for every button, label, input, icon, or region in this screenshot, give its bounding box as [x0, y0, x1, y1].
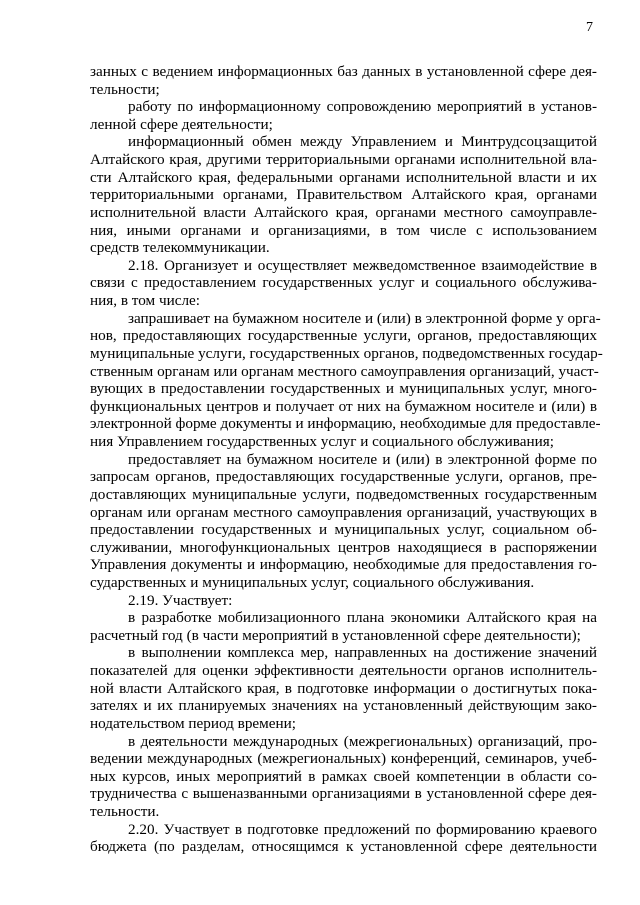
text-line: нодательством период времени; [90, 714, 297, 732]
text-line: ведении международных (межрегиональных) конференций, семинаров, учеб- [90, 750, 597, 768]
text-line: ния Управлением государственных услуг и социального обслуживания; [90, 433, 554, 451]
text-line: 2.18. Организует и осуществляет межведомственное взаимодействие в [128, 256, 597, 274]
text-line: тельности; [90, 80, 160, 98]
text-line: электронной форме документы и информацию, необходимые для предоставле- [90, 415, 601, 433]
text-line: информационный обмен между Управлением и Минтрудсоцзащитой [128, 133, 597, 151]
text-line: Алтайского края, другими территориальными органами исполнительной вла- [90, 151, 597, 169]
text-line: в деятельности международных (межрегиональных) организаций, про- [128, 732, 597, 750]
text-line: вующих в предоставлении государственных и муниципальных услуг, много- [90, 380, 597, 398]
text-line: 2.20. Участвует в подготовке предложений по формированию краевого [128, 820, 597, 838]
text-line: доставляющих муниципальные услуги, подведомственных государственным [90, 485, 597, 503]
text-line: ных курсов, иных мероприятий в рамках своей компетенции в области со- [90, 767, 597, 785]
text-line: показателей для оценки эффективности деятельности органов исполнитель- [90, 662, 597, 680]
text-line: ленной сфере деятельности; [90, 115, 273, 133]
text-line: Управления документы и информацию, необходимые для предоставления го- [90, 556, 597, 574]
text-line: в разработке мобилизационного плана экономики Алтайского края на [128, 609, 597, 627]
text-line: территориальными органами, Правительством Алтайского края, органами [90, 186, 597, 204]
text-line: функциональных центров и получает от них на бумажном носителе и (или) в [90, 397, 597, 415]
text-line: предоставлении государственных и муниципальных услуг, социальном об- [90, 521, 597, 539]
text-line: муниципальные услуги, государственных органов, подведомственных государ- [90, 344, 603, 362]
page-number: 7 [586, 20, 593, 35]
text-line: занных с ведением информационных баз данных в установленной сфере дея- [90, 63, 597, 80]
text-line: предоставляет на бумажном носителе и (или) в электронной форме по [128, 450, 597, 468]
text-line: ния, в том числе: [90, 292, 200, 310]
text-line: зателях и их планируемых значениях на установленный действующим зако- [90, 697, 597, 715]
text-line: ственным органам или органам местного самоуправления организаций, участ- [90, 362, 599, 380]
text-line: сти Алтайского края, федеральными органами исполнительной власти и их [90, 168, 597, 186]
text-line: тельности. [90, 803, 160, 821]
text-line: служивании, многофункциональных центров находящиеся в распоряжении [90, 538, 597, 556]
text-line: органам или органам местного самоуправления организаций, участвующих в [90, 503, 597, 521]
text-line: ния, иными органами и организациями, в том числе с использованием [90, 221, 597, 239]
text-line: 2.19. Участвует: [128, 591, 233, 609]
text-line: бюджета (по разделам, относящимся к установленной сфере деятельности [90, 838, 597, 856]
text-line: нов, предоставляющих государственные услуги, органов, предоставляющих [90, 327, 597, 345]
text-line: исполнительной власти Алтайского края, органами местного самоуправле- [90, 203, 597, 221]
text-line: трудничества с вышеназванными организациями в установленной сфере дея- [90, 785, 597, 803]
text-line: работу по информационному сопровождению мероприятий в установ- [128, 98, 597, 116]
text-line: запросам органов, предоставляющих государственные услуги, органов, пре- [90, 468, 597, 486]
text-line: ной власти Алтайского края, в подготовке информации о достигнутых пока- [90, 679, 597, 697]
text-line: в выполнении комплекса мер, направленных на достижение значений [128, 644, 597, 662]
text-line: запрашивает на бумажном носителе и (или) в электронной форме у орга- [128, 309, 601, 327]
text-line: средств телекоммуникации. [90, 239, 270, 257]
text-line: сударственных и муниципальных услуг, социального обслуживания. [90, 573, 535, 591]
text-line: связи с предоставлением государственных услуг и социального обслужива- [90, 274, 597, 292]
text-line: расчетный год (в части мероприятий в установленной сфере деятельности); [90, 626, 581, 644]
